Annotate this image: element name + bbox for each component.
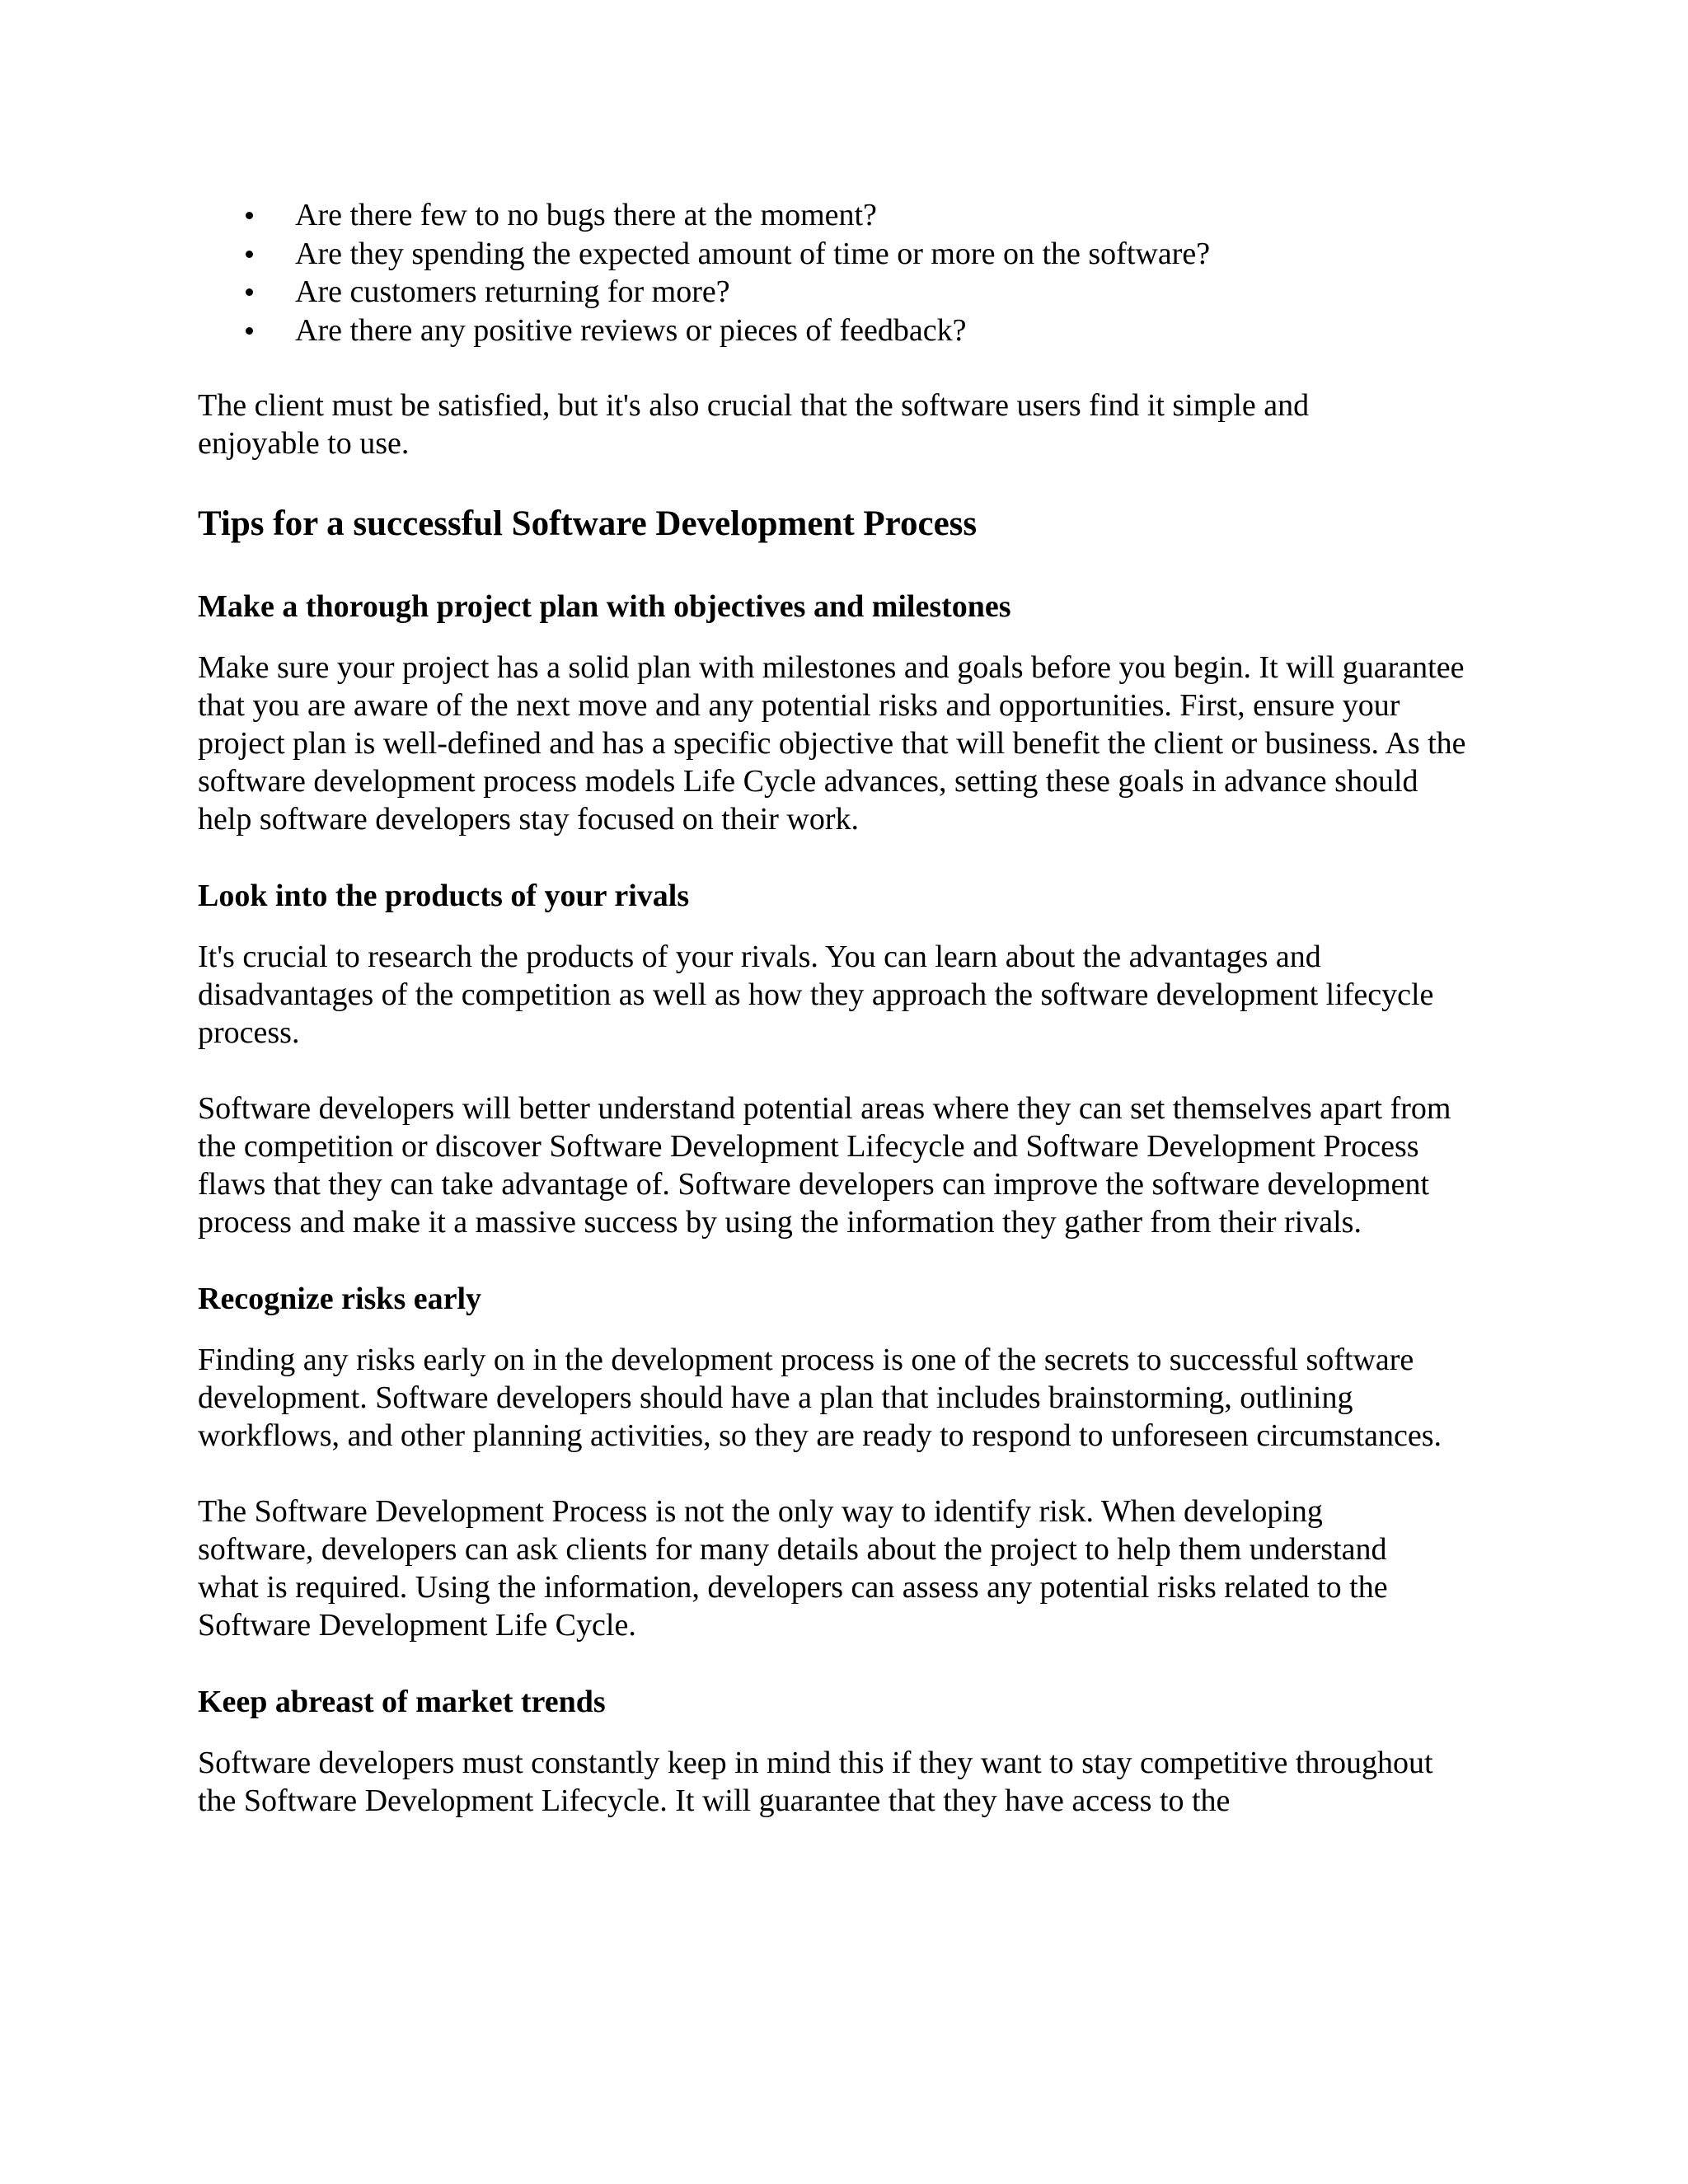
- question-list: [198, 196, 1484, 349]
- tip-paragraph: Make sure your project has a solid plan with milestones and goals before you begin. It will guarantee that you are aware of the next move and any potential risks and opportunities. First, ensure your project plan is well-defined and has a specific objective that will benefit the client or business. As the software development process models Life Cycle advances, setting these goals in advance should help software developers stay focused on their work.: [198, 650, 1466, 837]
- tip-paragraph: It's crucial to research the products of your rivals. You can learn about the advantages and disadvantages of the competition as well as how they approach the software development lifecycle process.: [198, 940, 1434, 1050]
- tip-heading-rivals: Look into the products of your rivals: [198, 879, 690, 913]
- page-content: [198, 196, 1484, 1820]
- list-item: [198, 196, 1484, 235]
- bullet-icon: [246, 288, 253, 296]
- section-title: Tips for a successful Software Development Process: [198, 504, 978, 543]
- list-item-text: Are there any positive reviews or pieces of feedback?: [295, 312, 967, 348]
- list-item: [198, 312, 1484, 350]
- tip-heading-market-trends: Keep abreast of market trends: [198, 1685, 606, 1719]
- tip-paragraph: Software developers will better understand potential areas where they can set themselves apart from the competition or discover Software Development Lifecycle and Software Development Process flaws that they can take advantage of. Software developers can improve the software development process and make it a massive success by using the information they gather from their rivals.: [198, 1091, 1451, 1240]
- tip-paragraph: Software developers must constantly keep in mind this if they want to stay competitive throughout the Software Development Lifecycle. It will guarantee that they have access to the: [198, 1746, 1433, 1818]
- list-item-text: Are they spending the expected amount of time or more on the software?: [295, 236, 1211, 271]
- intro-paragraph: The client must be satisfied, but it's also crucial that the software users find it simple and enjoyable to use.: [198, 388, 1310, 461]
- bullet-icon: [246, 251, 253, 258]
- tip-heading-project-plan: Make a thorough project plan with objectives and milestones: [198, 589, 1011, 624]
- list-item: [198, 235, 1484, 274]
- tip-paragraph: Finding any risks early on in the development process is one of the secrets to successful software development. Software developers should have a plan that includes brainstorming, outlining workflows, and other planning activities, so they are ready to respond to unforeseen circumstances.: [198, 1343, 1442, 1453]
- tip-paragraph: The Software Development Process is not the only way to identify risk. When developing software, developers can ask clients for many details about the project to help them understand what is required. Using the information, developers can assess any potential risks related to the Software Development Life Cycle.: [198, 1494, 1388, 1643]
- bullet-icon: [246, 212, 253, 219]
- tip-heading-risks: Recognize risks early: [198, 1282, 482, 1316]
- list-item-text: Are customers returning for more?: [295, 274, 730, 309]
- list-item: [198, 273, 1484, 312]
- list-item-text: Are there few to no bugs there at the moment?: [295, 198, 877, 232]
- bullet-icon: [246, 327, 253, 335]
